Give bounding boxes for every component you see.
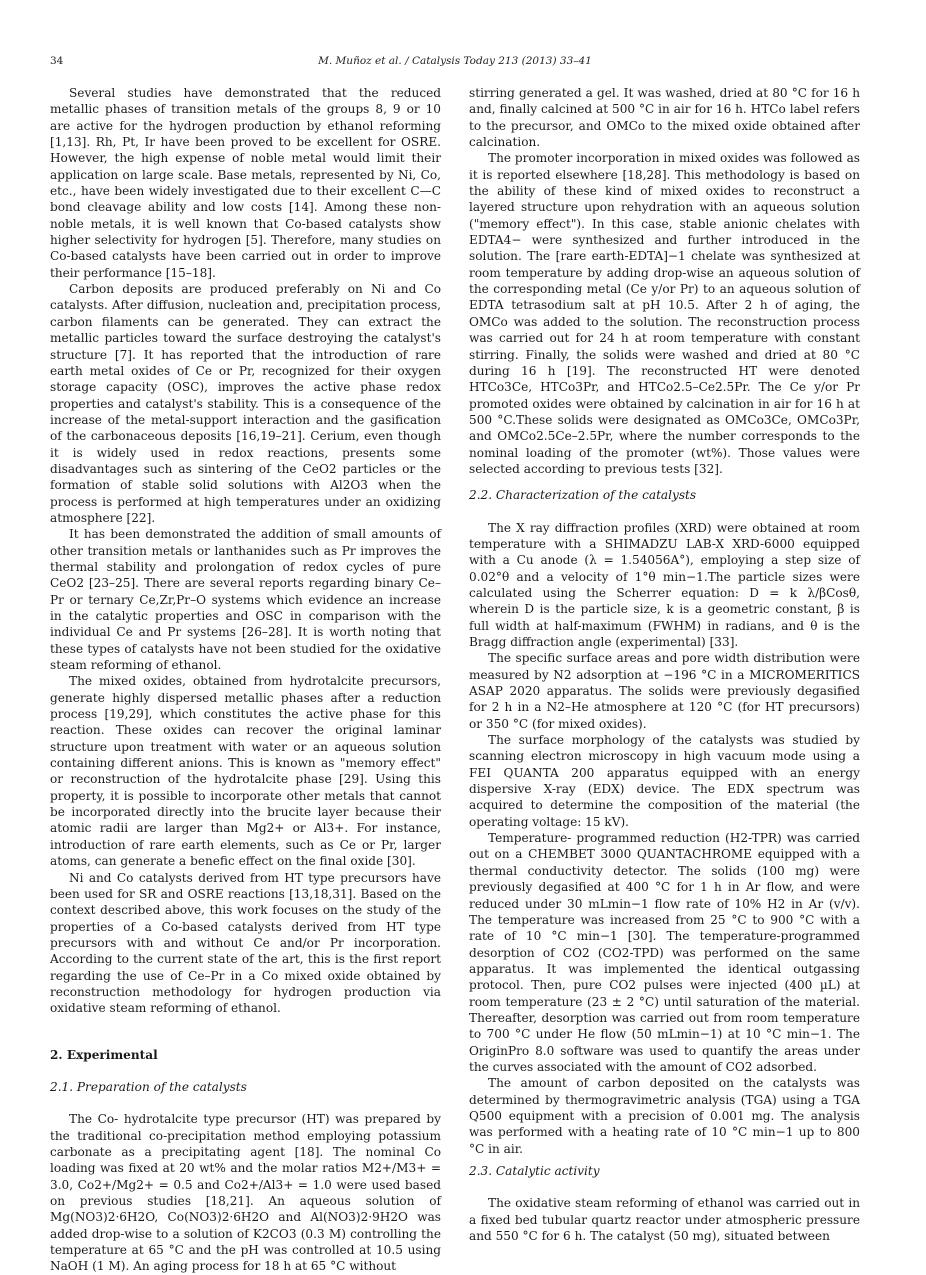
section-heading-experimental: 2. Experimental (50, 1047, 158, 1062)
left-column (50, 85, 441, 1275)
preparation-paragraph: The Co- hydrotalcite type precursor (HT) was prepared by the traditional co-precipitation method employing potassium carbonate as a precipitating agent [18]. The nominal Co loading was fixed at 20 wt% and the molar ratios M2+/M3+ = 3.0, Co2+/Mg2+ = 0.5 and Co2+/Al3+ = 1.0 were used based on previous studies [18,21]. An aqueous solution of Mg(NO3)2·6H2O, Co(NO3)2·6H2O and Al(NO3)2·9H2O was added drop-wise to a solution of K2CO3 (0.3 M) controlling the temperature at 65 °C and the pH was controlled at 10.5 using NaOH (1 M). An aging process for 18 h at 65 °C without (50, 1112, 441, 1274)
intro-paragraph-4: The mixed oxides, obtained from hydrotalcite precursors, generate highly dispersed metallic phases after a reduction process [19,29], which constitutes the active phase for this reaction. These oxides can recover the original laminar structure upon treatment with water or an aqueous solution containing different anions. This is known as "memory effect" or reconstruction of the hydrotalcite phase [29]. Using this property, it is possible to incorporate other metals that cannot be incorporated directly into the brucite layer because their atomic radii are larger than Mg2+ or Al3+. For instance, introduction of rare earth elements, such as Ce or Pr, larger atoms, can generate a benefic effect on the final oxide [30]. (50, 674, 441, 869)
subsection-heading-preparation: 2.1. Preparation of the catalysts (50, 1079, 247, 1094)
running-title: M. Muñoz et al. / Catalysis Today 213 (2013) 33–41 (318, 55, 592, 67)
intro-paragraph-1: Several studies have demonstrated that the reduced metallic phases of transition metals of the groups 8, 9 or 10 are active for the hydrogen production by ethanol reforming [1,13]. Rh, Pt, Ir have been proved to be excellent for OSRE. However, the high expense of noble metal would limit their application on large scale. Base metals, represented by Ni, Co, etc., have been widely investigated due to their excellent C—C bond cleavage ability and low costs [14]. Among these non-noble metals, it is well known that Co-based catalysts show higher selectivity for hydrogen [5]. Therefore, many studies on Co-based catalysts have been carried out in order to improve their performance [15–18]. (50, 86, 441, 280)
sem-paragraph: The surface morphology of the catalysts was studied by scanning electron microscopy in high vacuum mode using a FEI QUANTA 200 apparatus equipped with an energy dispersive X-ray (EDX) device. The EDX spectrum was acquired to determine the composition of the material (the operating voltage: 15 kV). (469, 733, 860, 829)
intro-paragraph-3: It has been demonstrated the addition of small amounts of other transition metals or lanthanides such as Pr improves the thermal stability and prolongation of redox cycles of pure CeO2 [23–25]. There are several reports regarding binary Ce–Pr or ternary Ce,Zr,Pr–O systems which evidence an increase in the catalytic properties and OSC in comparison with the individual Ce and Pr systems [26–28]. It is worth noting that these types of catalysts have not been studied for the oxidative steam reforming of ethanol. (50, 527, 441, 673)
page-header (50, 55, 860, 71)
page-number: 34 (50, 55, 64, 67)
preparation-continued-paragraph: stirring generated a gel. It was washed, dried at 80 °C for 16 h and, finally calcined at 500 °C in air for 16 h. HTCo label refers to the precursor, and OMCo to the mixed oxide obtained after calcination. (469, 86, 860, 150)
right-column (469, 85, 860, 1244)
surface-area-paragraph: The specific surface areas and pore width distribution were measured by N2 adsorption at −196 °C in a MICROMERITICS ASAP 2020 apparatus. The solids were previously degasified for 2 h in a N2–He atmosphere at 120 °C (for HT precursors) or 350 °C (for mixed oxides). (469, 651, 860, 731)
intro-paragraph-2: Carbon deposits are produced preferably on Ni and Co catalysts. After diffusion, nucleation and, precipitation process, carbon filaments can be generated. They can extract the metallic particles toward the surface destroying the catalyst's structure [7]. It has reported that the introduction of rare earth metal oxides of Ce or Pr, recognized for their oxygen storage capacity (OSC), improves the active phase redox properties and catalyst's stability. This is a consequence of the increase of the metal-support interaction and the gasification of the carbonaceous deposits [16,19–21]. Cerium, even though it is widely used in redox reactions, presents some disadvantages such as sintering of the CeO2 particles or the formation of stable solid solutions with Al2O3 when the process is performed at high temperatures under an oxidizing atmosphere [22]. (50, 282, 441, 525)
promoter-paragraph: The promoter incorporation in mixed oxides was followed as it is reported elsewhere [18,28]. This methodology is based on the ability of these kind of mixed oxides to reconstruct a layered structure upon rehydration with an aqueous solution ("memory effect"). In this case, stable anionic chelates with EDTA4− were synthesized and further introduced in the solution. The [rare earth-EDTA]−1 chelate was synthesized at room temperature by adding drop-wise an aqueous solution of the corresponding metal (Ce y/or Pr) to an aqueous solution of EDTA tetrasodium salt at pH 10.5. After 2 h of aging, the OMCo was added to the solution. The reconstruction process was carried out for 24 h at room temperature with constant stirring. Finally, the solids were washed and dried at 80 °C during 16 h [19]. The reconstructed HT were denoted HTCo3Ce, HTCo3Pr, and HTCo2.5–Ce2.5Pr. The Ce y/or Pr promoted oxides were obtained by calcination in air for 16 h at 500 °C.These solids were designated as OMCo3Ce, OMCo3Pr, and OMCo2.5Ce–2.5Pr, where the number corresponds to the nominal loading of the promoter (wt%). Those values were selected according to previous tests [32]. (469, 151, 860, 476)
tpr-paragraph: Temperature- programmed reduction (H2-TPR) was carried out on a CHEMBET 3000 QUANTACHROME equipped with a thermal conductivity detector. The solids (100 mg) were previously degasified at 400 °C for 1 h in Ar flow, and were reduced under 30 mLmin−1 flow rate of 10% H2 in Ar (v/v). The temperature was increased from 25 °C to 900 °C with a rate of 10 °C min−1 [30]. The temperature-programmed desorption of CO2 (CO2-TPD) was performed on the same apparatus. It was implemented the identical outgassing protocol. Then, pure CO2 pulses were injected (400 µL) at room temperature (23 ± 2 °C) until saturation of the material. Thereafter, desorption was carried out from room temperature to 700 °C under He flow (50 mLmin−1) at 10 °C min−1. The OriginPro 8.0 software was used to quantify the areas under the curves associated with the amount of CO2 adsorbed. (469, 831, 860, 1074)
tga-paragraph: The amount of carbon deposited on the catalysts was determined by thermogravimetric analysis (TGA) using a TGA Q500 equipment with a precision of 0.001 mg. The analysis was performed with a heating rate of 10 °C min−1 up to 800 °C in air. (469, 1076, 860, 1156)
xrd-paragraph: The X ray diffraction profiles (XRD) were obtained at room temperature with a SHIMADZU LAB-X XRD-6000 equipped with a Cu anode (λ = 1.54056A°), employing a step size of 0.02°θ and a velocity of 1°θ min−1.The particle sizes were calculated using the Scherrer equation: D = k λ/βCosθ, wherein D is the particle size, k is a geometric constant, β is full width at half-maximum (FWHM) in radians, and θ is the Bragg diffraction angle (experimental) [33]. (469, 520, 860, 649)
catalytic-activity-paragraph: The oxidative steam reforming of ethanol was carried out in a fixed bed tubular quartz reactor under atmospheric pressure and 550 °C for 6 h. The catalyst (50 mg), situated between (469, 1196, 860, 1244)
subsection-heading-catalytic-activity: 2.3. Catalytic activity (469, 1164, 600, 1178)
intro-paragraph-5: Ni and Co catalysts derived from HT type precursors have been used for SR and OSRE reactions [13,18,31]. Based on the context described above, this work focuses on the study of the properties of a Co-based catalysts derived from HT type precursors with and without Ce and/or Pr incorporation. According to the current state of the art, this is the first report regarding the use of Ce–Pr in a Co mixed oxide obtained by reconstruction methodology for hydrogen production via oxidative steam reforming of ethanol. (50, 870, 441, 1016)
subsection-heading-characterization: 2.2. Characterization of the catalysts (469, 488, 697, 503)
